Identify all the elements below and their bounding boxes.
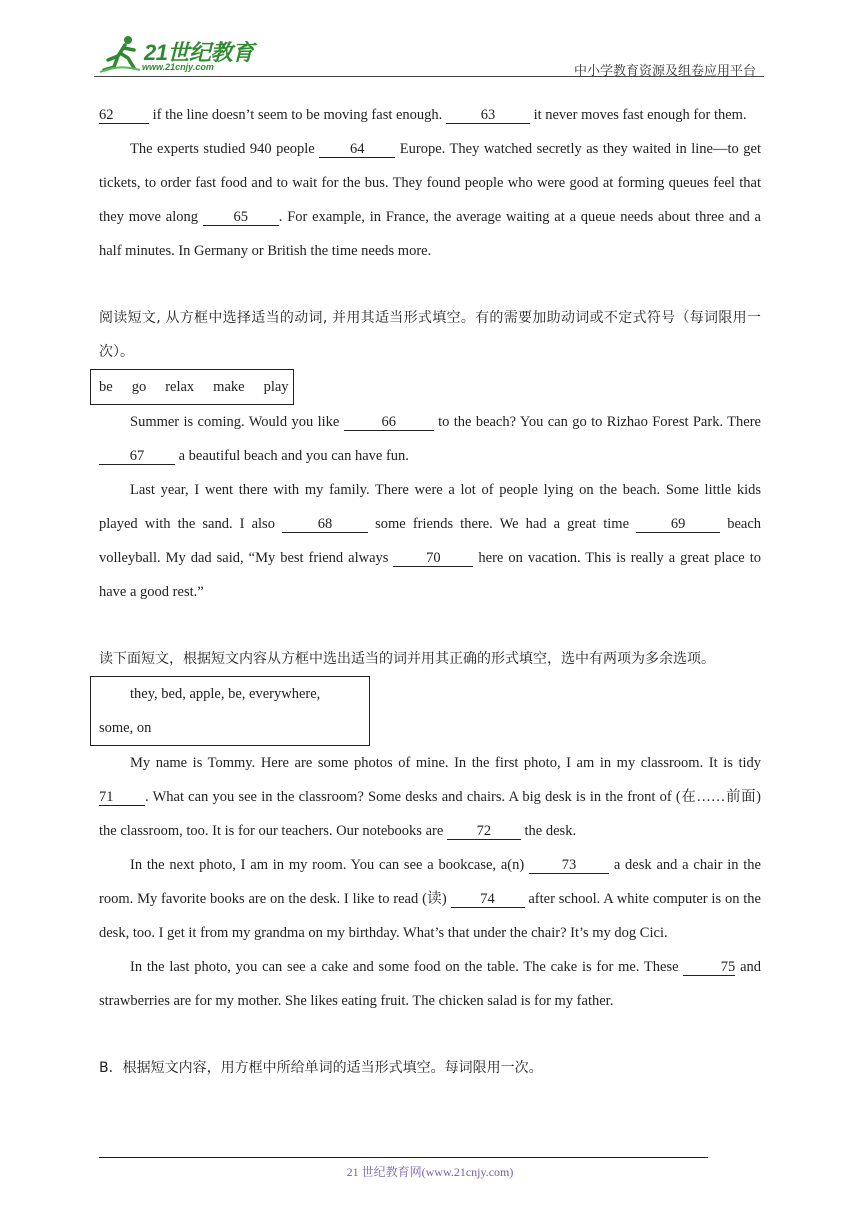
blank-75[interactable]: 75: [683, 959, 735, 976]
word-be: be: [99, 379, 113, 395]
paragraph-2: The experts studied 940 people 64 Europe. They watched secretly as they waited in line—to get tickets, to order fast food and to wait for the bus. They found people who were good at forming queues feel that they move along 65 . For example, in France, the average waiting at a queue needs about three and a half minutes. In Germany or British the time needs more.: [99, 141, 761, 259]
paragraph-7: In the last photo, you can see a cake and some food on the table. The cake is for me. These 75 and strawberries are for my mother. She likes eating fruit. The chicken salad is for my father.: [99, 959, 761, 1009]
blank-71[interactable]: 71: [99, 789, 145, 806]
blank-74[interactable]: 74: [451, 891, 525, 908]
word-go: go: [131, 379, 147, 395]
blank-65[interactable]: 65: [203, 209, 279, 226]
section4-instruction: B．根据短文内容，用方框中所给单词的适当形式填空。每词限用一次。: [99, 1060, 543, 1076]
blank-63[interactable]: 63: [446, 107, 530, 124]
blank-73[interactable]: 73: [529, 857, 609, 874]
blank-62[interactable]: 62: [99, 107, 149, 124]
word-play: play: [263, 379, 289, 395]
paragraph-3: Summer is coming. Would you like 66 to the beach? You can go to Rizhao Forest Park. There 67 a beautiful beach and you can have fun.: [99, 405, 761, 473]
section2-instruction: 阅读短文, 从方框中选择适当的动词, 并用其适当形式填空。有的需要加助动词或不定式符号（每词限用一次）。: [99, 310, 761, 360]
paragraph-5: My name is Tommy. Here are some photos of mine. In the first photo, I am in my classroom. It is tidy 71 . What can you see in the classroom? Some desks and chairs. A big desk is in the front of (在……前面) the classroom, too. It is for our teachers. Our notebooks are 72 the desk.: [99, 755, 761, 839]
paragraph-6: In the next photo, I am in my room. You can see a bookcase, a(n) 73 a desk and a chair in the room. My favorite books are on the desk. I like to read (读) 74 after school. A white computer is on the desk, too. I get it from my grandma on my birthday. What’s that under the chair? It’s my dog Cici.: [99, 857, 761, 941]
blank-69[interactable]: 69: [636, 516, 720, 533]
word-box-2: [90, 676, 370, 746]
page-footer[interactable]: 21 世纪教育网(www.21cnjy.com): [346, 1165, 514, 1179]
header-tagline: 中小学教育资源及组卷应用平台: [573, 64, 756, 79]
site-logo[interactable]: [94, 34, 264, 74]
document-body: [99, 98, 761, 1085]
section3-instruction: 读下面短文，根据短文内容从方框中选出适当的词并用其正确的形式填空，选中有两项为多余选项。: [99, 651, 715, 667]
logo-url: www.21cnjy.com: [142, 62, 214, 72]
blank-68[interactable]: 68: [282, 516, 368, 533]
page-header: [94, 30, 764, 78]
blank-66[interactable]: 66: [344, 414, 434, 431]
blank-70[interactable]: 70: [393, 550, 473, 567]
blank-67[interactable]: 67: [99, 448, 175, 465]
header-divider: [94, 76, 764, 77]
footer-divider: [99, 1157, 708, 1158]
runner-logo-icon: [98, 34, 142, 74]
paragraph-4: Last year, I went there with my family. There were a lot of people lying on the beach. Some little kids played with the sand. I also 68 some friends there. We had a great time 69 beach volleyball. My dad said, “My best friend always 70 here on vacation. This is really a great place to have a good rest.”: [99, 482, 762, 600]
word-relax: relax: [165, 379, 195, 395]
word-list-line-1: they, bed, apple, be, everywhere,: [130, 686, 321, 702]
word-box-1: [90, 369, 294, 405]
blank-64[interactable]: 64: [319, 141, 395, 158]
logo-text: 21世纪教育: [144, 40, 254, 65]
word-make: make: [213, 379, 245, 395]
blank-72[interactable]: 72: [447, 823, 521, 840]
word-list-line-2: some, on: [99, 720, 152, 736]
paragraph-1: 62 if the line doesn’t seem to be moving fast enough. 63 it never moves fast enough for them.: [99, 107, 747, 123]
